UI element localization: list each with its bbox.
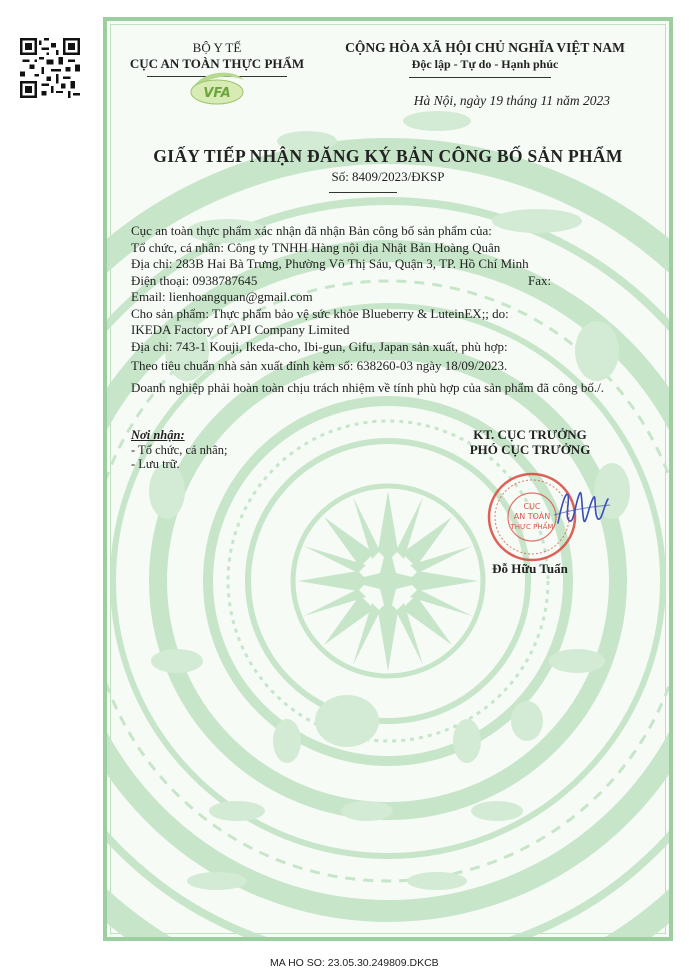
product-line: Cho sản phẩm: Thực phẩm bảo vệ sức khỏe Blueberry & LuteinEX;; do:	[131, 305, 509, 321]
recipients-title: Nơi nhận:	[131, 428, 185, 442]
vfa-logo	[186, 66, 248, 110]
signatory-title	[455, 427, 605, 457]
address-line: Địa chỉ: 283B Hai Bà Trưng, Phường Võ Thị Sáu, Quận 3, TP. Hồ Chí Minh	[131, 256, 529, 271]
standard-line: Theo tiêu chuẩn nhà sản xuất đính kèm số: 638260-03 ngày 18/09/2023.	[131, 358, 508, 373]
issue-date: Hà Nội, ngày 19 tháng 11 năm 2023	[413, 93, 610, 108]
stamp-line: THỰC PHẨM	[510, 523, 554, 531]
manufacturer-address-line: Địa chỉ: 743-1 Kouji, Ikeda-cho, Ibi-gun, Gifu, Japan sản xuất, phù hợp:	[131, 338, 508, 354]
signatory-line-1: KT. CỤC TRƯỞNG	[473, 427, 587, 442]
contact-row	[131, 273, 604, 290]
stamp-line: CỤC	[523, 502, 541, 511]
recipient-item: - Lưu trữ.	[131, 457, 180, 471]
motto-underline	[409, 77, 551, 78]
national-header	[330, 40, 640, 72]
responsibility-line: Doanh nghiệp phải hoàn toàn chịu trách nhiệm về tính phù hợp của sản phẩm đã công bố./.	[131, 379, 604, 395]
fax-label: Fax:	[528, 272, 552, 288]
country-name: CỘNG HÒA XÃ HỘI CHỦ NGHĨA VIỆT NAM	[345, 40, 625, 55]
title-underline	[329, 192, 397, 193]
logo-text: VFA	[203, 86, 231, 101]
document-number: Số: 8409/2023/ĐKSP	[331, 169, 445, 184]
organization-line: Tổ chức, cá nhân: Công ty TNHH Hàng nội địa Nhật Bản Hoàng Quân	[131, 239, 501, 255]
national-motto: Độc lập - Tự do - Hạnh phúc	[411, 57, 559, 71]
handwritten-signature	[552, 485, 612, 535]
manufacturer-line: IKEDA Factory of API Company Limited	[131, 322, 350, 337]
stamp-line: AN TOÀN	[513, 512, 551, 521]
dossier-code: MA HO SO: 23.05.30.249809.DKCB	[270, 957, 439, 969]
certificate-body	[131, 223, 604, 396]
email-line: Email: lienhoangquan@gmail.com	[131, 289, 313, 304]
ministry-name: BỘ Y TẾ	[192, 40, 242, 55]
recipients-block	[131, 428, 227, 472]
intro-line: Cục an toàn thực phẩm xác nhận đã nhận Bản công bố sản phẩm của:	[131, 223, 492, 238]
signatory-line-2: PHÓ CỤC TRƯỞNG	[469, 442, 591, 457]
document-title: GIẤY TIẾP NHẬN ĐĂNG KÝ BẢN CÔNG BỐ SẢN PHẨM	[153, 146, 623, 166]
qr-code	[20, 38, 80, 98]
agency-name: CỤC AN TOÀN THỰC PHẨM	[129, 56, 305, 71]
signatory-name: Đỗ Hữu Tuấn	[492, 561, 568, 576]
recipient-item: - Tổ chức, cá nhân;	[131, 442, 228, 457]
phone-line: Điện thoại: 0938787645	[131, 272, 258, 288]
